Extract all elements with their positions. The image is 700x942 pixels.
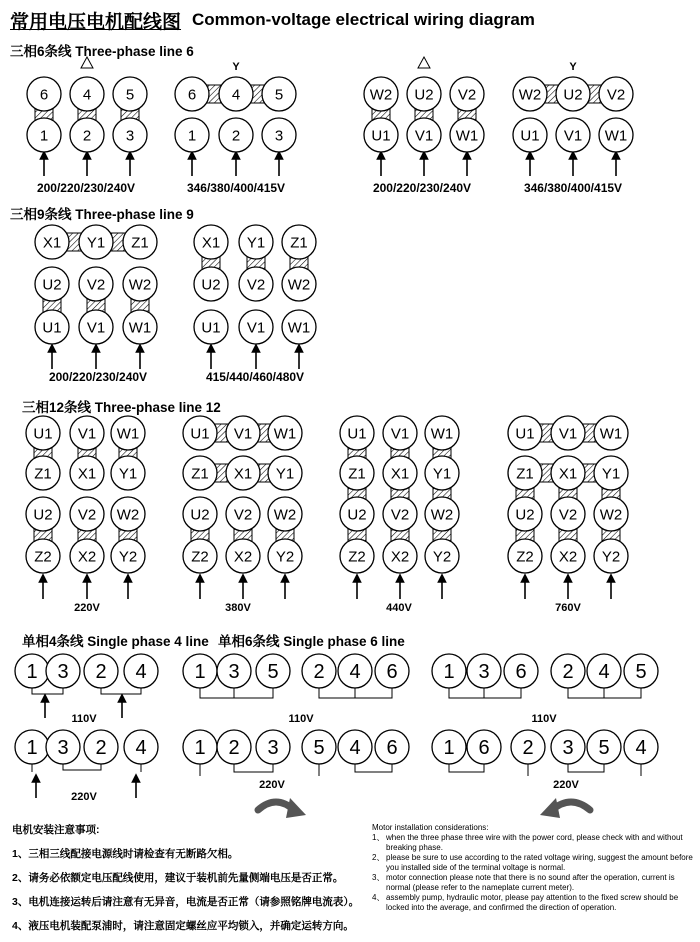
- notes-heading-en: Motor installation considerations:: [372, 823, 489, 832]
- terminal-label: V1: [86, 319, 106, 337]
- terminal-label: 6: [39, 86, 49, 104]
- terminal-label: 2: [522, 737, 534, 760]
- terminal-label: V1: [563, 127, 583, 145]
- terminal-label: 4: [635, 737, 647, 760]
- terminal-label: 2: [95, 737, 107, 760]
- terminal-label: X1: [201, 234, 221, 252]
- terminal-label: 3: [57, 737, 69, 760]
- terminal-label: U1: [42, 319, 62, 337]
- terminal-label: 5: [313, 737, 325, 760]
- terminal-label: V1: [558, 425, 578, 443]
- terminal-label: W2: [128, 276, 152, 294]
- terminal-label: X1: [233, 465, 253, 483]
- voltage-label: 220V: [71, 791, 97, 803]
- terminal-label: 1: [443, 661, 455, 684]
- terminal-label: Y1: [432, 465, 452, 483]
- installation-notes-english: [372, 823, 700, 913]
- jumper-link-vertical: [433, 433, 451, 556]
- terminal-label: U1: [201, 319, 221, 337]
- voltage-label: 220V: [74, 602, 100, 614]
- note-en-1: 1、 when the three phase three wire with the power cord, please check with and without breaking phase.: [372, 833, 683, 852]
- terminal-label: U2: [515, 506, 535, 524]
- section-three-phase-12: 三相12条线 Three-phase line 12: [22, 400, 221, 415]
- terminal-label: W1: [599, 425, 623, 443]
- terminal-label: W2: [273, 506, 297, 524]
- terminal-label: 3: [125, 127, 135, 145]
- voltage-label: 200/220/230/240V: [372, 181, 472, 195]
- terminal-label: Z1: [191, 465, 209, 483]
- terminal-label: 6: [187, 86, 197, 104]
- terminal-label: 6: [478, 737, 490, 760]
- terminal-label: U2: [563, 86, 583, 104]
- voltage-label: 346/380/400/415V: [523, 181, 623, 195]
- terminal-label: Z1: [34, 465, 52, 483]
- terminal-label: W1: [604, 127, 628, 145]
- voltage-label: 380V: [225, 602, 251, 614]
- terminal-label: W2: [430, 506, 454, 524]
- terminal-label: 3: [478, 661, 490, 684]
- terminal-label: V1: [390, 425, 410, 443]
- terminal-label: 4: [135, 661, 147, 684]
- jumper-link-vertical: [348, 433, 366, 556]
- terminal-label: Z2: [34, 548, 52, 566]
- terminal-label: V2: [390, 506, 410, 524]
- terminal-label: 1: [194, 737, 206, 760]
- terminal-label: 4: [231, 86, 241, 104]
- star-symbol: Y: [232, 61, 240, 73]
- lead-wire: [355, 764, 392, 772]
- note-zh-3: 3、电机连接运转后请注意有无异音，电流是否正常（请参照铭牌电流表）。: [12, 896, 360, 908]
- lead-wire: [568, 764, 604, 772]
- installation-notes-chinese: [12, 822, 382, 942]
- terminal-label: V2: [246, 276, 266, 294]
- terminal-label: 4: [349, 661, 361, 684]
- terminal-label: 2: [82, 127, 92, 145]
- terminal-label: Z2: [516, 548, 534, 566]
- terminal-label: 3: [228, 661, 240, 684]
- terminal-label: V2: [77, 506, 97, 524]
- terminal-label: Z1: [131, 234, 149, 252]
- terminal-label: X1: [558, 465, 578, 483]
- terminal-label: 1: [443, 737, 455, 760]
- terminal-label: 4: [349, 737, 361, 760]
- voltage-label: 200/220/230/240V: [48, 370, 148, 384]
- terminal-label: X1: [42, 234, 62, 252]
- note-en-3: 3、 motor connection please note that there is no sound after the operation, current is normal (please refer to the nameplate current meter).: [372, 873, 675, 892]
- star-symbol: Y: [569, 61, 577, 73]
- terminal-label: W1: [128, 319, 152, 337]
- terminal-label: V1: [233, 425, 253, 443]
- terminal-label: Y1: [275, 465, 295, 483]
- terminal-label: 2: [228, 737, 240, 760]
- rotation-arrowhead-icon: [540, 798, 560, 818]
- terminal-label: Y1: [246, 234, 266, 252]
- voltage-label: 415/440/460/480V: [205, 370, 305, 384]
- lead-wire: [449, 688, 521, 698]
- terminal-label: 1: [26, 737, 38, 760]
- terminal-label: 1: [187, 127, 197, 145]
- section-single-phase-4: 单相4条线 Single phase 4 line: [22, 634, 209, 649]
- terminal-label: V2: [558, 506, 578, 524]
- terminal-label: V1: [77, 425, 97, 443]
- terminal-label: U1: [520, 127, 540, 145]
- terminal-label: W2: [518, 86, 542, 104]
- terminal-label: Y2: [601, 548, 621, 566]
- terminal-label: X2: [558, 548, 578, 566]
- section-three-phase-9: 三相9条线 Three-phase line 9: [10, 207, 194, 222]
- voltage-label: 760V: [555, 602, 581, 614]
- terminal-label: Y2: [432, 548, 452, 566]
- lead-wire: [200, 688, 273, 698]
- terminal-label: U1: [190, 425, 210, 443]
- terminal-label: V2: [457, 86, 477, 104]
- note-zh-4: 4、液压电机装配泵浦时，请注意固定螺丝应平均锁入，并确定运转方向。: [12, 920, 354, 932]
- terminal-label: U1: [371, 127, 391, 145]
- terminal-label: 5: [598, 737, 610, 760]
- voltage-label: 110V: [71, 713, 97, 725]
- voltage-label: 346/380/400/415V: [186, 181, 286, 195]
- terminal-label: 5: [125, 86, 135, 104]
- terminal-label: V2: [606, 86, 626, 104]
- voltage-label: 220V: [553, 779, 579, 791]
- terminal-label: W1: [430, 425, 454, 443]
- terminal-label: X2: [77, 548, 97, 566]
- rotation-arrowhead-icon: [286, 798, 306, 818]
- terminal-label: U2: [347, 506, 367, 524]
- terminal-label: Y1: [601, 465, 621, 483]
- terminal-label: W1: [287, 319, 311, 337]
- terminal-label: Z2: [191, 548, 209, 566]
- terminal-label: 4: [135, 737, 147, 760]
- lead-wire: [234, 764, 273, 772]
- lead-wire: [449, 764, 484, 772]
- note-en-2: 2、 please be sure to use according to the rated voltage wiring, suggest the amount before you installed side of the terminal voltage is normal.: [372, 853, 693, 872]
- terminal-label: V1: [414, 127, 434, 145]
- voltage-label: 440V: [386, 602, 412, 614]
- voltage-label: 220V: [259, 779, 285, 791]
- terminal-label: 1: [39, 127, 49, 145]
- terminal-label: X2: [390, 548, 410, 566]
- terminal-label: U1: [515, 425, 535, 443]
- terminal-label: U1: [33, 425, 53, 443]
- lead-wire: [32, 688, 63, 694]
- terminal-label: Z1: [290, 234, 308, 252]
- terminal-label: 3: [562, 737, 574, 760]
- terminal-label: 6: [386, 661, 398, 684]
- terminal-label: U2: [33, 506, 53, 524]
- terminal-label: 3: [267, 737, 279, 760]
- delta-symbol-icon: [418, 57, 430, 68]
- terminal-label: U2: [201, 276, 221, 294]
- terminal-label: Z1: [516, 465, 534, 483]
- terminal-label: 2: [95, 661, 107, 684]
- terminal-label: Z1: [348, 465, 366, 483]
- terminal-label: W1: [455, 127, 479, 145]
- terminal-label: U1: [347, 425, 367, 443]
- terminal-label: Y1: [118, 465, 138, 483]
- terminal-label: 4: [598, 661, 610, 684]
- terminal-label: W1: [116, 425, 140, 443]
- lead-wire: [101, 688, 141, 694]
- voltage-label: 200/220/230/240V: [36, 181, 136, 195]
- section-single-phase-6: 单相6条线 Single phase 6 line: [218, 634, 405, 649]
- notes-heading-zh: 电机安装注意事项:: [12, 824, 100, 836]
- terminal-label: 2: [562, 661, 574, 684]
- terminal-label: 5: [267, 661, 279, 684]
- title-chinese: 常用电压电机配线图: [10, 12, 182, 33]
- note-zh-2: 2、请务必依额定电压配线使用，建议于装机前先量侧端电压是否正常。: [12, 872, 344, 884]
- terminal-label: 5: [274, 86, 284, 104]
- note-zh-1: 1、三相三线配接电源线时请检查有无断路欠相。: [12, 848, 239, 860]
- terminal-label: W2: [599, 506, 623, 524]
- terminal-label: 3: [57, 661, 69, 684]
- voltage-label: 110V: [531, 713, 557, 725]
- terminal-label: U2: [190, 506, 210, 524]
- terminal-label: 6: [386, 737, 398, 760]
- terminal-label: 1: [194, 661, 206, 684]
- terminal-label: W1: [273, 425, 297, 443]
- terminal-label: X1: [77, 465, 97, 483]
- voltage-label: 110V: [288, 713, 314, 725]
- terminal-label: W2: [287, 276, 311, 294]
- terminal-label: Y2: [118, 548, 138, 566]
- terminal-label: 3: [274, 127, 284, 145]
- terminal-label: Z2: [348, 548, 366, 566]
- terminal-label: W2: [116, 506, 140, 524]
- terminal-label: X2: [233, 548, 253, 566]
- terminal-label: V1: [246, 319, 266, 337]
- lead-wire: [63, 764, 101, 770]
- terminal-label: Y2: [275, 548, 295, 566]
- terminal-label: V2: [86, 276, 106, 294]
- terminal-label: 4: [82, 86, 92, 104]
- note-en-4: 4、 assembly pump, hydraulic motor, please pay attention to the fixed screw should be locked into the average, and confirmed the direction of operation.: [372, 893, 679, 912]
- terminal-label: V2: [233, 506, 253, 524]
- terminal-label: 1: [26, 661, 38, 684]
- terminal-label: Y1: [86, 234, 106, 252]
- terminal-label: W2: [369, 86, 393, 104]
- terminal-label: U2: [42, 276, 62, 294]
- terminal-label: 2: [231, 127, 241, 145]
- terminal-label: 5: [635, 661, 647, 684]
- section-three-phase-6: 三相6条线 Three-phase line 6: [10, 44, 194, 59]
- terminal-label: 2: [313, 661, 325, 684]
- terminal-label: 6: [515, 661, 527, 684]
- terminal-label: U2: [414, 86, 434, 104]
- title-english: Common-voltage electrical wiring diagram: [192, 10, 535, 29]
- jumper-link-vertical: [391, 433, 409, 556]
- terminal-label: X1: [390, 465, 410, 483]
